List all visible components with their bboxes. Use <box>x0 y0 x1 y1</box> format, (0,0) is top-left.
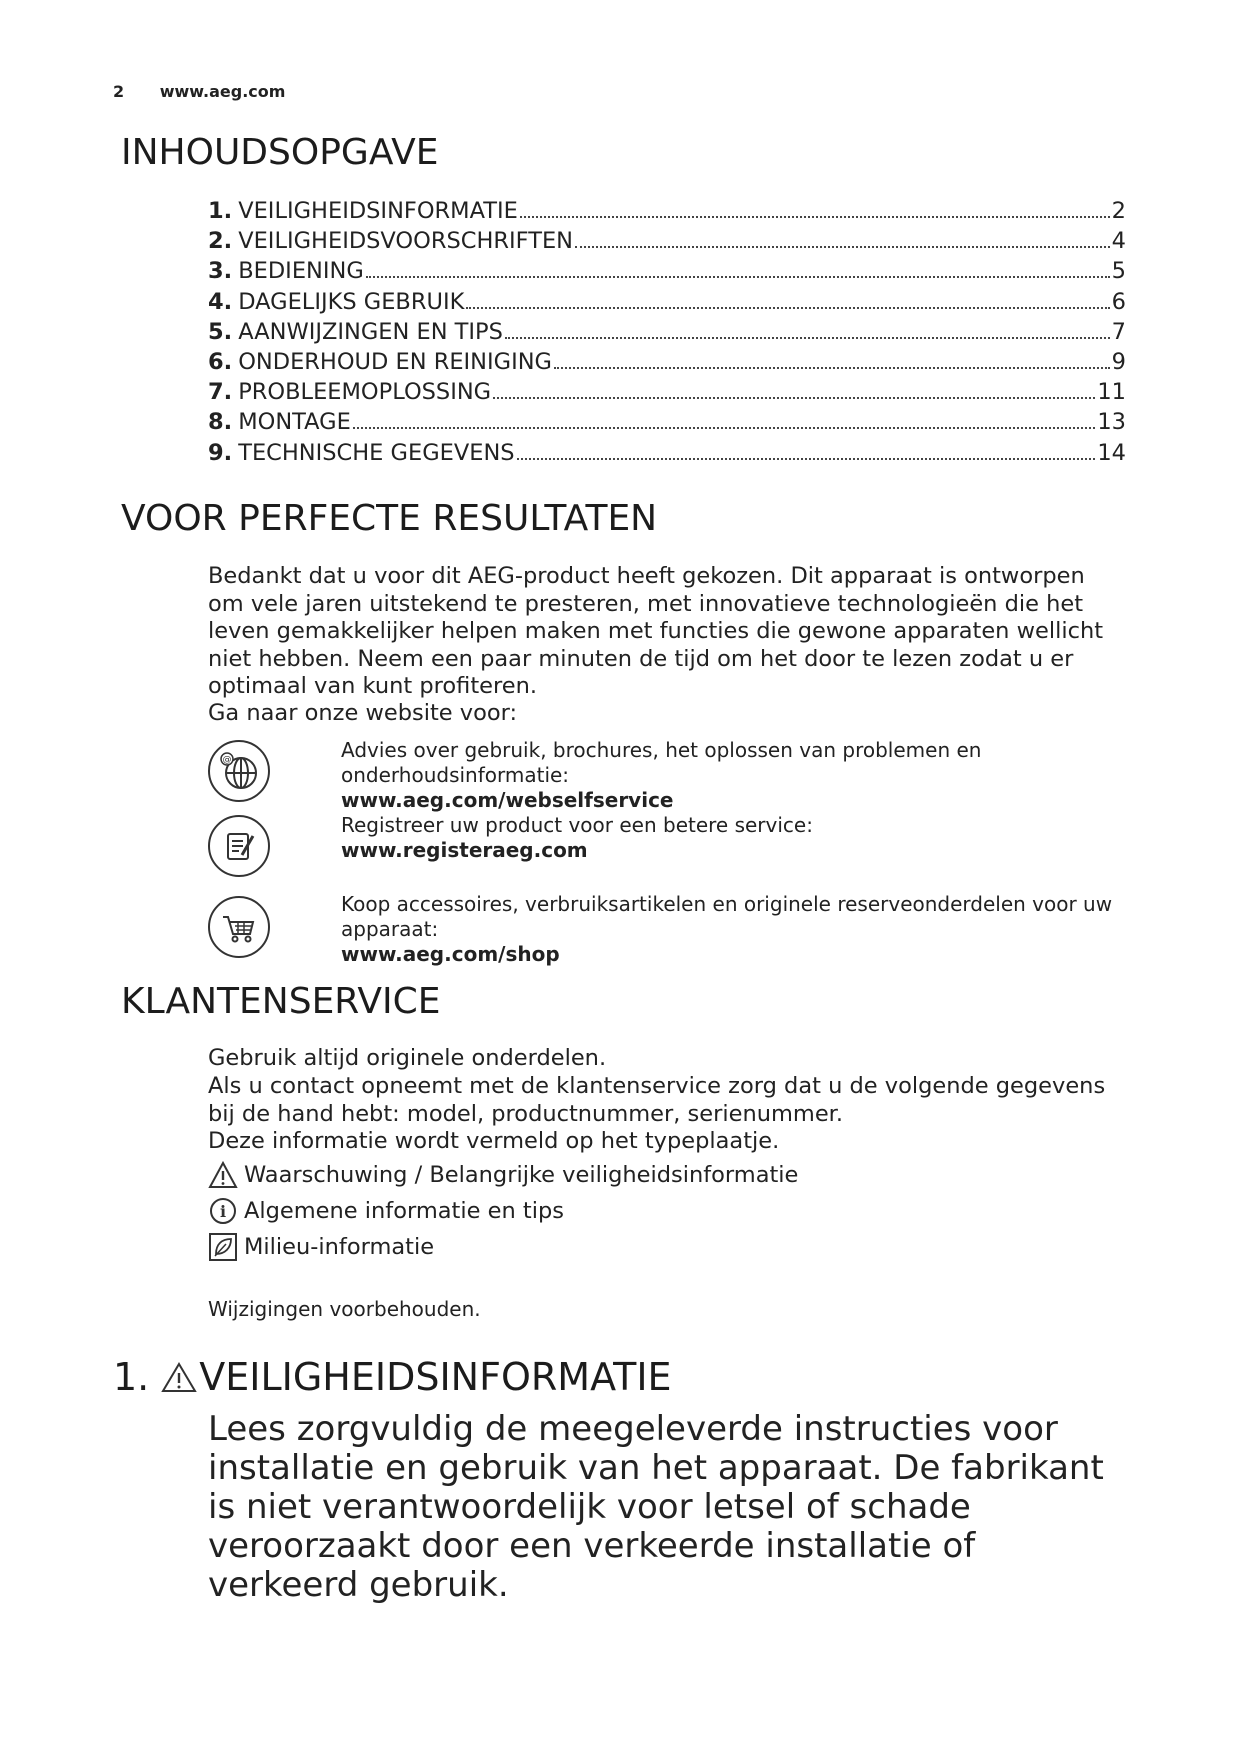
toc-page: 2 <box>1111 198 1126 224</box>
results-title: VOOR PERFECTE RESULTATEN <box>121 498 658 539</box>
link-text <box>341 892 1121 967</box>
toc-leader <box>353 427 1096 429</box>
legend-text: Algemene informatie en tips <box>244 1198 564 1224</box>
link-text <box>341 813 1121 863</box>
toc-label: VEILIGHEIDSVOORSCHRIFTEN <box>238 228 574 255</box>
toc-num: 2. <box>208 228 233 255</box>
legend-text: Milieu-informatie <box>244 1234 435 1260</box>
toc-label: PROBLEEMOPLOSSING <box>238 379 492 406</box>
service-title: KLANTENSERVICE <box>121 981 441 1022</box>
link-webselfservice[interactable]: www.aeg.com/webselfservice <box>341 788 674 812</box>
warning-triangle-icon <box>208 1160 238 1190</box>
toc-leader <box>505 337 1110 339</box>
link-text <box>341 738 1121 813</box>
legend-warning <box>208 1160 798 1190</box>
toc-page: 5 <box>1111 258 1126 285</box>
link-shop[interactable]: www.aeg.com/shop <box>341 942 560 966</box>
toc-page: 9 <box>1111 348 1126 375</box>
link-description: Advies over gebruik, brochures, het oplossen van problemen en onderhoudsinformatie: <box>341 738 982 787</box>
legend-environment <box>208 1232 434 1262</box>
svg-text:@: @ <box>222 755 232 765</box>
toc-page: 11 <box>1097 379 1126 406</box>
environment-leaf-icon <box>208 1232 238 1262</box>
toc-item[interactable] <box>208 289 1126 319</box>
toc-item[interactable] <box>208 228 1126 258</box>
toc-label: TECHNISCHE GEGEVENS <box>238 439 515 466</box>
toc-page: 13 <box>1097 409 1126 436</box>
toc-page: 14 <box>1097 439 1126 466</box>
register-document-icon <box>208 815 270 877</box>
toc-leader <box>366 276 1110 278</box>
toc-num: 4. <box>208 288 233 315</box>
link-register[interactable]: www.registeraeg.com <box>341 838 588 862</box>
toc-label: AANWIJZINGEN EN TIPS <box>238 318 503 345</box>
toc-item[interactable] <box>208 198 1126 228</box>
page-number: 2 <box>113 82 125 101</box>
toc-leader <box>493 397 1095 399</box>
section-1-title <box>113 1355 672 1399</box>
website-header: www.aeg.com <box>159 82 286 101</box>
toc-item[interactable] <box>208 379 1126 409</box>
toc-label: ONDERHOUD EN REINIGING <box>238 348 552 375</box>
toc-num: 9. <box>208 439 233 466</box>
toc-leader <box>520 216 1110 218</box>
toc-leader <box>554 367 1110 369</box>
toc-page: 4 <box>1111 228 1126 255</box>
toc-label: VEILIGHEIDSINFORMATIE <box>238 198 518 224</box>
toc-num: 1. <box>208 198 233 224</box>
toc-label: DAGELIJKS GEBRUIK <box>238 288 465 315</box>
safety-body: Lees zorgvuldig de meegeleverde instructies voor installatie en gebruik van het apparaat. De fabrikant is niet verantwoordelijk voor letsel of schade veroorzaakt door een verkeerde installatie of verkeerd gebruik. <box>208 1409 1104 1605</box>
legend-text: Waarschuwing / Belangrijke veiligheidsinformatie <box>244 1162 799 1188</box>
toc-num: 6. <box>208 348 233 375</box>
toc-label: BEDIENING <box>238 258 364 285</box>
toc-title: INHOUDSOPGAVE <box>121 132 439 173</box>
website-intro: Ga naar onze website voor: <box>208 700 518 726</box>
toc-leader <box>466 307 1109 309</box>
toc-item[interactable] <box>208 440 1126 470</box>
service-line-2: Als u contact opneemt met de klantenservice zorg dat u de volgende gegevens bij de hand hebt: model, productnummer, serienummer. <box>208 1073 1106 1127</box>
toc-num: 8. <box>208 409 233 436</box>
results-intro: Bedankt dat u voor dit AEG-product heeft gekozen. Dit apparaat is ontworpen om vele jaren uitstekend te presteren, met innovatieve technologieën die het leven gemakkelijker helpen maken met functies die gewone apparaten wellicht niet hebben. Neem een paar minuten de tijd om het door te lezen zodat u er optimaal van kunt profiteren. <box>208 563 1104 699</box>
toc-leader <box>517 458 1096 460</box>
toc-item[interactable] <box>208 319 1126 349</box>
toc-num: 5. <box>208 318 233 345</box>
section-number: 1. <box>113 1355 150 1399</box>
toc-page: 7 <box>1111 318 1126 345</box>
globe-at-icon <box>208 740 270 802</box>
toc-item[interactable] <box>208 258 1126 288</box>
toc-item[interactable] <box>208 409 1126 439</box>
page-header <box>113 82 285 101</box>
toc-num: 3. <box>208 258 233 285</box>
info-icon <box>208 1196 238 1226</box>
toc-label: MONTAGE <box>238 409 351 436</box>
service-line-1: Gebruik altijd originele onderdelen. <box>208 1045 607 1071</box>
service-line-3: Deze informatie wordt vermeld op het typeplaatje. <box>208 1128 780 1154</box>
section-title-text: VEILIGHEIDSINFORMATIE <box>199 1355 672 1399</box>
toc-leader <box>575 246 1110 248</box>
table-of-contents <box>208 198 1126 470</box>
link-description: Registreer uw product voor een betere service: <box>341 813 813 837</box>
svg-text:i: i <box>219 1202 227 1221</box>
toc-num: 7. <box>208 379 233 406</box>
toc-item[interactable] <box>208 349 1126 379</box>
changes-note: Wijzigingen voorbehouden. <box>208 1297 481 1321</box>
toc-page: 6 <box>1111 288 1126 315</box>
link-description: Koop accessoires, verbruiksartikelen en originele reserveonderdelen voor uw apparaat: <box>341 892 1113 941</box>
warning-triangle-icon <box>161 1361 197 1393</box>
shopping-cart-icon <box>208 896 270 958</box>
legend-info <box>208 1196 564 1226</box>
